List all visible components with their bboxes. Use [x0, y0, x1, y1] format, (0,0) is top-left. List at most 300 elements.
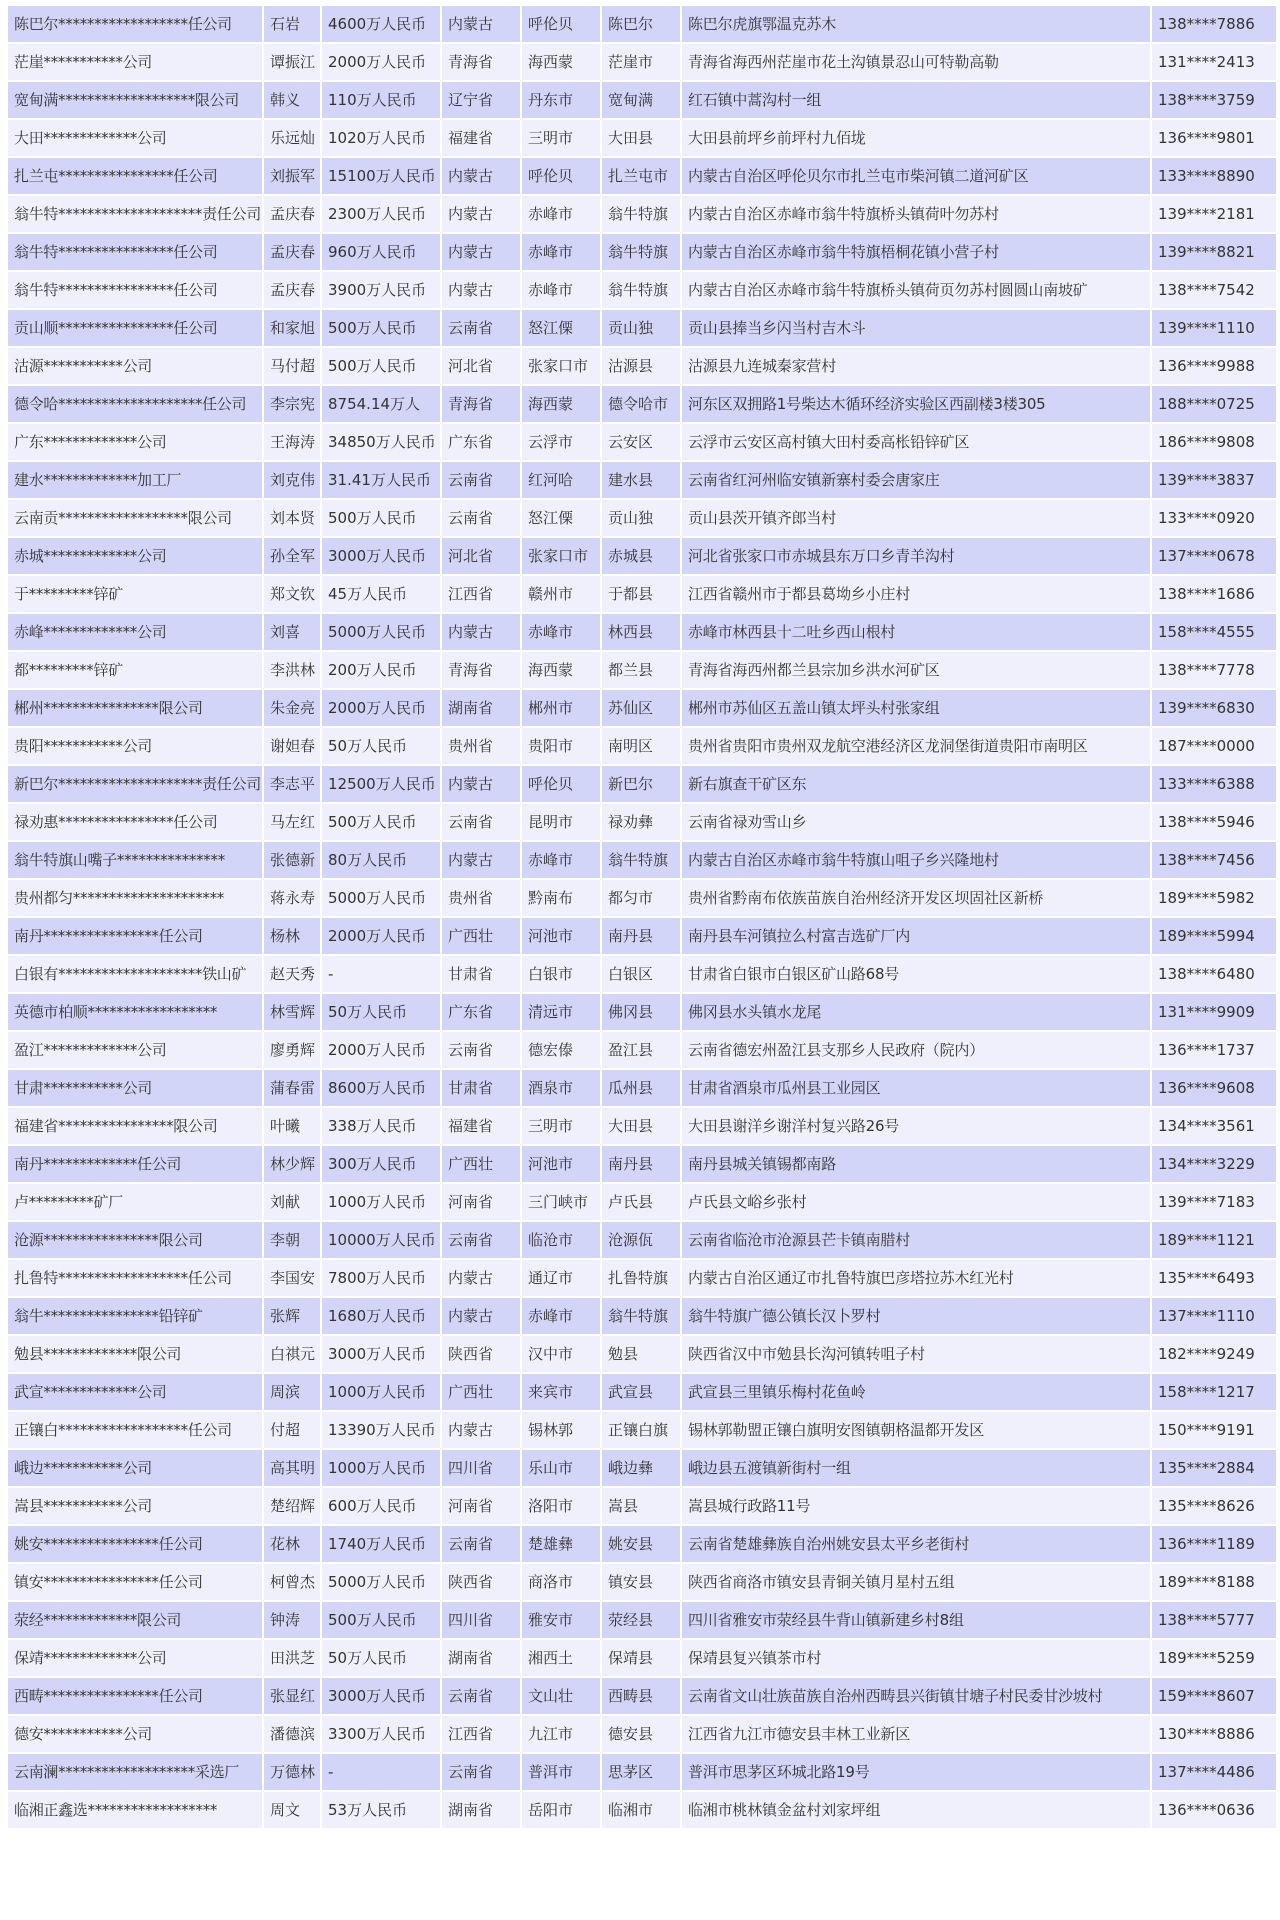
city-cell: 赤峰市 — [522, 272, 600, 308]
address-cell: 云南省红河州临安镇新寨村委会唐家庄 — [682, 462, 1150, 498]
registered-capital-cell: 80万人民币 — [322, 842, 440, 878]
county-cell: 嵩县 — [602, 1488, 680, 1524]
county-cell: 茫崖市 — [602, 44, 680, 80]
legal-person-cell: 花林 — [264, 1526, 320, 1562]
table-row — [8, 1032, 1276, 1068]
address-cell: 武宣县三里镇乐梅村花鱼岭 — [682, 1374, 1150, 1410]
company-name-cell: 陈巴尔******************任公司 — [8, 6, 262, 42]
province-cell: 广西壮 — [442, 918, 520, 954]
phone-cell: 133****6388 — [1152, 766, 1276, 802]
table-row — [8, 82, 1276, 118]
legal-person-cell: 孙全军 — [264, 538, 320, 574]
legal-person-cell: 李国安 — [264, 1260, 320, 1296]
city-cell: 呼伦贝 — [522, 158, 600, 194]
registered-capital-cell: 3000万人民币 — [322, 1336, 440, 1372]
legal-person-cell: 孟庆春 — [264, 196, 320, 232]
registered-capital-cell: 960万人民币 — [322, 234, 440, 270]
county-cell: 翁牛特旗 — [602, 234, 680, 270]
county-cell: 赤城县 — [602, 538, 680, 574]
county-cell: 翁牛特旗 — [602, 196, 680, 232]
table-row — [8, 348, 1276, 384]
county-cell: 宽甸满 — [602, 82, 680, 118]
address-cell: 内蒙古自治区赤峰市翁牛特旗桥头镇荷页勿苏村圆圆山南坡矿 — [682, 272, 1150, 308]
table-row — [8, 1716, 1276, 1752]
registered-capital-cell: 500万人民币 — [322, 1602, 440, 1638]
phone-cell: 158****1217 — [1152, 1374, 1276, 1410]
province-cell: 福建省 — [442, 1108, 520, 1144]
legal-person-cell: 林少辉 — [264, 1146, 320, 1182]
table-row — [8, 1070, 1276, 1106]
city-cell: 贵阳市 — [522, 728, 600, 764]
legal-person-cell: 王海涛 — [264, 424, 320, 460]
company-name-cell: 扎鲁特******************任公司 — [8, 1260, 262, 1296]
city-cell: 赤峰市 — [522, 196, 600, 232]
city-cell: 白银市 — [522, 956, 600, 992]
address-cell: 青海省海西州都兰县宗加乡洪水河矿区 — [682, 652, 1150, 688]
legal-person-cell: 刘克伟 — [264, 462, 320, 498]
phone-cell: 138****7542 — [1152, 272, 1276, 308]
registered-capital-cell: 4600万人民币 — [322, 6, 440, 42]
company-name-cell: 西畴****************任公司 — [8, 1678, 262, 1714]
legal-person-cell: 刘本贤 — [264, 500, 320, 536]
province-cell: 云南省 — [442, 462, 520, 498]
address-cell: 甘肃省白银市白银区矿山路68号 — [682, 956, 1150, 992]
address-cell: 郴州市苏仙区五盖山镇太坪头村张家组 — [682, 690, 1150, 726]
table-row — [8, 196, 1276, 232]
registered-capital-cell: 50万人民币 — [322, 728, 440, 764]
address-cell: 大田县谢洋乡谢洋村复兴路26号 — [682, 1108, 1150, 1144]
legal-person-cell: 李朝 — [264, 1222, 320, 1258]
province-cell: 广东省 — [442, 424, 520, 460]
address-cell: 赤峰市林西县十二吐乡西山根村 — [682, 614, 1150, 650]
registered-capital-cell: 13390万人民币 — [322, 1412, 440, 1448]
city-cell: 酒泉市 — [522, 1070, 600, 1106]
legal-person-cell: 林雪辉 — [264, 994, 320, 1030]
address-cell: 云南省临沧市沧源县芒卡镇南腊村 — [682, 1222, 1150, 1258]
county-cell: 翁牛特旗 — [602, 272, 680, 308]
table-row — [8, 1488, 1276, 1524]
province-cell: 湖南省 — [442, 1792, 520, 1828]
registered-capital-cell: 15100万人民币 — [322, 158, 440, 194]
province-cell: 陕西省 — [442, 1336, 520, 1372]
city-cell: 赤峰市 — [522, 1298, 600, 1334]
table-row — [8, 310, 1276, 346]
province-cell: 贵州省 — [442, 728, 520, 764]
county-cell: 都匀市 — [602, 880, 680, 916]
county-cell: 沧源佤 — [602, 1222, 680, 1258]
registered-capital-cell: 1020万人民币 — [322, 120, 440, 156]
county-cell: 南明区 — [602, 728, 680, 764]
city-cell: 河池市 — [522, 918, 600, 954]
city-cell: 丹东市 — [522, 82, 600, 118]
registered-capital-cell: - — [322, 1754, 440, 1790]
county-cell: 苏仙区 — [602, 690, 680, 726]
registered-capital-cell: 50万人民币 — [322, 1640, 440, 1676]
company-name-cell: 勉县*************限公司 — [8, 1336, 262, 1372]
company-table-container — [6, 4, 1274, 1830]
address-cell: 卢氏县文峪乡张村 — [682, 1184, 1150, 1220]
registered-capital-cell: 110万人民币 — [322, 82, 440, 118]
city-cell: 岳阳市 — [522, 1792, 600, 1828]
province-cell: 河南省 — [442, 1184, 520, 1220]
province-cell: 云南省 — [442, 1032, 520, 1068]
county-cell: 南丹县 — [602, 918, 680, 954]
province-cell: 云南省 — [442, 1754, 520, 1790]
province-cell: 湖南省 — [442, 1640, 520, 1676]
city-cell: 商洛市 — [522, 1564, 600, 1600]
table-body — [8, 6, 1276, 1828]
province-cell: 江西省 — [442, 576, 520, 612]
province-cell: 内蒙古 — [442, 196, 520, 232]
phone-cell: 139****6830 — [1152, 690, 1276, 726]
registered-capital-cell: 34850万人民币 — [322, 424, 440, 460]
legal-person-cell: 付超 — [264, 1412, 320, 1448]
company-name-cell: 禄劝惠****************任公司 — [8, 804, 262, 840]
phone-cell: 182****9249 — [1152, 1336, 1276, 1372]
registered-capital-cell: 3300万人民币 — [322, 1716, 440, 1752]
county-cell: 荥经县 — [602, 1602, 680, 1638]
address-cell: 嵩县城行政路11号 — [682, 1488, 1150, 1524]
company-name-cell: 赤城*************公司 — [8, 538, 262, 574]
county-cell: 沽源县 — [602, 348, 680, 384]
legal-person-cell: 张德新 — [264, 842, 320, 878]
table-row — [8, 1640, 1276, 1676]
registered-capital-cell: 3000万人民币 — [322, 538, 440, 574]
company-name-cell: 甘肃***********公司 — [8, 1070, 262, 1106]
address-cell: 云南省楚雄彝族自治州姚安县太平乡老街村 — [682, 1526, 1150, 1562]
county-cell: 扎兰屯市 — [602, 158, 680, 194]
table-row — [8, 424, 1276, 460]
city-cell: 赤峰市 — [522, 842, 600, 878]
registered-capital-cell: 2000万人民币 — [322, 690, 440, 726]
company-name-cell: 于*********锌矿 — [8, 576, 262, 612]
registered-capital-cell: 31.41万人民币 — [322, 462, 440, 498]
company-name-cell: 贵阳***********公司 — [8, 728, 262, 764]
province-cell: 内蒙古 — [442, 842, 520, 878]
county-cell: 德安县 — [602, 1716, 680, 1752]
registered-capital-cell: 2000万人民币 — [322, 44, 440, 80]
company-name-cell: 德令哈********************任公司 — [8, 386, 262, 422]
city-cell: 张家口市 — [522, 348, 600, 384]
registered-capital-cell: 5000万人民币 — [322, 880, 440, 916]
province-cell: 云南省 — [442, 310, 520, 346]
province-cell: 内蒙古 — [442, 234, 520, 270]
address-cell: 普洱市思茅区环城北路19号 — [682, 1754, 1150, 1790]
county-cell: 思茅区 — [602, 1754, 680, 1790]
city-cell: 乐山市 — [522, 1450, 600, 1486]
address-cell: 内蒙古自治区赤峰市翁牛特旗梧桐花镇小营子村 — [682, 234, 1150, 270]
address-cell: 佛冈县水头镇水龙尾 — [682, 994, 1150, 1030]
address-cell: 陈巴尔虎旗鄂温克苏木 — [682, 6, 1150, 42]
table-row — [8, 1336, 1276, 1372]
legal-person-cell: 朱金亮 — [264, 690, 320, 726]
city-cell: 红河哈 — [522, 462, 600, 498]
company-name-cell: 新巴尔********************责任公司 — [8, 766, 262, 802]
legal-person-cell: 郑文钦 — [264, 576, 320, 612]
legal-person-cell: 万德林 — [264, 1754, 320, 1790]
table-row — [8, 1108, 1276, 1144]
phone-cell: 138****6480 — [1152, 956, 1276, 992]
company-name-cell: 保靖*************公司 — [8, 1640, 262, 1676]
city-cell: 云浮市 — [522, 424, 600, 460]
county-cell: 姚安县 — [602, 1526, 680, 1562]
legal-person-cell: 高其明 — [264, 1450, 320, 1486]
province-cell: 内蒙古 — [442, 1298, 520, 1334]
city-cell: 赤峰市 — [522, 614, 600, 650]
table-row — [8, 1412, 1276, 1448]
legal-person-cell: 柯曾杰 — [264, 1564, 320, 1600]
address-cell: 保靖县复兴镇茶市村 — [682, 1640, 1150, 1676]
phone-cell: 138****5946 — [1152, 804, 1276, 840]
legal-person-cell: 白祺元 — [264, 1336, 320, 1372]
table-row — [8, 1564, 1276, 1600]
county-cell: 大田县 — [602, 120, 680, 156]
phone-cell: 188****0725 — [1152, 386, 1276, 422]
county-cell: 卢氏县 — [602, 1184, 680, 1220]
county-cell: 翁牛特旗 — [602, 1298, 680, 1334]
county-cell: 武宣县 — [602, 1374, 680, 1410]
city-cell: 海西蒙 — [522, 44, 600, 80]
legal-person-cell: 刘献 — [264, 1184, 320, 1220]
address-cell: 内蒙古自治区赤峰市翁牛特旗桥头镇荷叶勿苏村 — [682, 196, 1150, 232]
phone-cell: 136****1189 — [1152, 1526, 1276, 1562]
address-cell: 大田县前坪乡前坪村九佰垅 — [682, 120, 1150, 156]
phone-cell: 139****2181 — [1152, 196, 1276, 232]
phone-cell: 135****6493 — [1152, 1260, 1276, 1296]
table-row — [8, 1450, 1276, 1486]
legal-person-cell: 李志平 — [264, 766, 320, 802]
registered-capital-cell: - — [322, 956, 440, 992]
legal-person-cell: 石岩 — [264, 6, 320, 42]
province-cell: 广东省 — [442, 994, 520, 1030]
company-name-cell: 南丹*************任公司 — [8, 1146, 262, 1182]
company-name-cell: 贵州都匀********************* — [8, 880, 262, 916]
phone-cell: 158****4555 — [1152, 614, 1276, 650]
phone-cell: 189****5982 — [1152, 880, 1276, 916]
county-cell: 西畴县 — [602, 1678, 680, 1714]
phone-cell: 139****7183 — [1152, 1184, 1276, 1220]
company-name-cell: 沧源****************限公司 — [8, 1222, 262, 1258]
address-cell: 云南省禄劝雪山乡 — [682, 804, 1150, 840]
city-cell: 赣州市 — [522, 576, 600, 612]
province-cell: 云南省 — [442, 1526, 520, 1562]
table-row — [8, 120, 1276, 156]
city-cell: 德宏傣 — [522, 1032, 600, 1068]
county-cell: 峨边彝 — [602, 1450, 680, 1486]
legal-person-cell: 谢妲春 — [264, 728, 320, 764]
company-name-cell: 峨边***********公司 — [8, 1450, 262, 1486]
registered-capital-cell: 500万人民币 — [322, 310, 440, 346]
province-cell: 内蒙古 — [442, 614, 520, 650]
table-row — [8, 1526, 1276, 1562]
phone-cell: 139****1110 — [1152, 310, 1276, 346]
registered-capital-cell: 1740万人民币 — [322, 1526, 440, 1562]
address-cell: 贵州省贵阳市贵州双龙航空港经济区龙洞堡街道贵阳市南明区 — [682, 728, 1150, 764]
registered-capital-cell: 600万人民币 — [322, 1488, 440, 1524]
phone-cell: 134****3561 — [1152, 1108, 1276, 1144]
registered-capital-cell: 1680万人民币 — [322, 1298, 440, 1334]
registered-capital-cell: 3000万人民币 — [322, 1678, 440, 1714]
legal-person-cell: 蒋永寿 — [264, 880, 320, 916]
legal-person-cell: 刘振军 — [264, 158, 320, 194]
city-cell: 怒江傈 — [522, 500, 600, 536]
address-cell: 锡林郭勒盟正镶白旗明安图镇朝格温都开发区 — [682, 1412, 1150, 1448]
county-cell: 瓜州县 — [602, 1070, 680, 1106]
table-row — [8, 500, 1276, 536]
table-row — [8, 1792, 1276, 1828]
city-cell: 来宾市 — [522, 1374, 600, 1410]
legal-person-cell: 张辉 — [264, 1298, 320, 1334]
phone-cell: 189****5259 — [1152, 1640, 1276, 1676]
city-cell: 普洱市 — [522, 1754, 600, 1790]
company-name-cell: 荥经*************限公司 — [8, 1602, 262, 1638]
company-table — [6, 4, 1278, 1830]
address-cell: 四川省雅安市荥经县牛背山镇新建乡村8组 — [682, 1602, 1150, 1638]
legal-person-cell: 马付超 — [264, 348, 320, 384]
company-name-cell: 郴州****************限公司 — [8, 690, 262, 726]
province-cell: 河北省 — [442, 538, 520, 574]
province-cell: 广西壮 — [442, 1374, 520, 1410]
registered-capital-cell: 2000万人民币 — [322, 918, 440, 954]
address-cell: 河东区双拥路1号柴达木循环经济实验区西副楼3楼305 — [682, 386, 1150, 422]
city-cell: 清远市 — [522, 994, 600, 1030]
registered-capital-cell: 50万人民币 — [322, 994, 440, 1030]
county-cell: 正镶白旗 — [602, 1412, 680, 1448]
city-cell: 昆明市 — [522, 804, 600, 840]
address-cell: 甘肃省酒泉市瓜州县工业园区 — [682, 1070, 1150, 1106]
county-cell: 禄劝彝 — [602, 804, 680, 840]
phone-cell: 131****2413 — [1152, 44, 1276, 80]
county-cell: 佛冈县 — [602, 994, 680, 1030]
city-cell: 洛阳市 — [522, 1488, 600, 1524]
province-cell: 福建省 — [442, 120, 520, 156]
registered-capital-cell: 500万人民币 — [322, 500, 440, 536]
county-cell: 镇安县 — [602, 1564, 680, 1600]
phone-cell: 136****1737 — [1152, 1032, 1276, 1068]
province-cell: 内蒙古 — [442, 1412, 520, 1448]
registered-capital-cell: 2300万人民币 — [322, 196, 440, 232]
province-cell: 辽宁省 — [442, 82, 520, 118]
registered-capital-cell: 300万人民币 — [322, 1146, 440, 1182]
city-cell: 通辽市 — [522, 1260, 600, 1296]
registered-capital-cell: 53万人民币 — [322, 1792, 440, 1828]
table-row — [8, 804, 1276, 840]
table-row — [8, 728, 1276, 764]
county-cell: 扎鲁特旗 — [602, 1260, 680, 1296]
city-cell: 临沧市 — [522, 1222, 600, 1258]
province-cell: 云南省 — [442, 1222, 520, 1258]
phone-cell: 134****3229 — [1152, 1146, 1276, 1182]
city-cell: 三明市 — [522, 120, 600, 156]
legal-person-cell: 韩义 — [264, 82, 320, 118]
phone-cell: 139****8821 — [1152, 234, 1276, 270]
phone-cell: 138****7456 — [1152, 842, 1276, 878]
county-cell: 翁牛特旗 — [602, 842, 680, 878]
address-cell: 翁牛特旗广德公镇长汉卜罗村 — [682, 1298, 1150, 1334]
address-cell: 红石镇中蒿沟村一组 — [682, 82, 1150, 118]
city-cell: 张家口市 — [522, 538, 600, 574]
company-name-cell: 武宣*************公司 — [8, 1374, 262, 1410]
phone-cell: 138****5777 — [1152, 1602, 1276, 1638]
county-cell: 陈巴尔 — [602, 6, 680, 42]
company-name-cell: 宽甸满*******************限公司 — [8, 82, 262, 118]
address-cell: 临湘市桃林镇金盆村刘家坪组 — [682, 1792, 1150, 1828]
company-name-cell: 临湘正鑫选****************** — [8, 1792, 262, 1828]
company-name-cell: 翁牛****************铅锌矿 — [8, 1298, 262, 1334]
county-cell: 林西县 — [602, 614, 680, 650]
company-name-cell: 沽源***********公司 — [8, 348, 262, 384]
city-cell: 黔南布 — [522, 880, 600, 916]
province-cell: 甘肃省 — [442, 956, 520, 992]
address-cell: 南丹县城关镇锡都南路 — [682, 1146, 1150, 1182]
address-cell: 江西省赣州市于都县葛坳乡小庄村 — [682, 576, 1150, 612]
province-cell: 内蒙古 — [442, 158, 520, 194]
company-name-cell: 贡山顺****************任公司 — [8, 310, 262, 346]
county-cell: 白银区 — [602, 956, 680, 992]
registered-capital-cell: 3900万人民币 — [322, 272, 440, 308]
registered-capital-cell: 2000万人民币 — [322, 1032, 440, 1068]
city-cell: 湘西土 — [522, 1640, 600, 1676]
company-name-cell: 白银有********************铁山矿 — [8, 956, 262, 992]
registered-capital-cell: 12500万人民币 — [322, 766, 440, 802]
phone-cell: 189****1121 — [1152, 1222, 1276, 1258]
county-cell: 都兰县 — [602, 652, 680, 688]
province-cell: 内蒙古 — [442, 766, 520, 802]
legal-person-cell: 钟涛 — [264, 1602, 320, 1638]
company-name-cell: 茫崖***********公司 — [8, 44, 262, 80]
address-cell: 沽源县九连城秦家营村 — [682, 348, 1150, 384]
legal-person-cell: 廖勇辉 — [264, 1032, 320, 1068]
company-name-cell: 翁牛特****************任公司 — [8, 272, 262, 308]
legal-person-cell: 孟庆春 — [264, 272, 320, 308]
address-cell: 南丹县车河镇拉么村富吉选矿厂内 — [682, 918, 1150, 954]
address-cell: 峨边县五渡镇新街村一组 — [682, 1450, 1150, 1486]
phone-cell: 135****2884 — [1152, 1450, 1276, 1486]
phone-cell: 137****0678 — [1152, 538, 1276, 574]
phone-cell: 135****8626 — [1152, 1488, 1276, 1524]
city-cell: 海西蒙 — [522, 652, 600, 688]
city-cell: 楚雄彝 — [522, 1526, 600, 1562]
province-cell: 四川省 — [442, 1602, 520, 1638]
address-cell: 内蒙古自治区赤峰市翁牛特旗山咀子乡兴隆地村 — [682, 842, 1150, 878]
province-cell: 贵州省 — [442, 880, 520, 916]
company-name-cell: 正镶白******************任公司 — [8, 1412, 262, 1448]
legal-person-cell: 谭振江 — [264, 44, 320, 80]
legal-person-cell: 李宗宪 — [264, 386, 320, 422]
province-cell: 云南省 — [442, 804, 520, 840]
table-row — [8, 1184, 1276, 1220]
county-cell: 贡山独 — [602, 310, 680, 346]
province-cell: 河北省 — [442, 348, 520, 384]
table-row — [8, 1754, 1276, 1790]
phone-cell: 187****0000 — [1152, 728, 1276, 764]
city-cell: 九江市 — [522, 1716, 600, 1752]
phone-cell: 136****9988 — [1152, 348, 1276, 384]
registered-capital-cell: 45万人民币 — [322, 576, 440, 612]
legal-person-cell: 刘喜 — [264, 614, 320, 650]
company-name-cell: 广东*************公司 — [8, 424, 262, 460]
county-cell: 于都县 — [602, 576, 680, 612]
legal-person-cell: 蒲春雷 — [264, 1070, 320, 1106]
table-row — [8, 690, 1276, 726]
phone-cell: 133****8890 — [1152, 158, 1276, 194]
county-cell: 盈江县 — [602, 1032, 680, 1068]
table-row — [8, 6, 1276, 42]
registered-capital-cell: 1000万人民币 — [322, 1184, 440, 1220]
address-cell: 陕西省商洛市镇安县青铜关镇月星村五组 — [682, 1564, 1150, 1600]
phone-cell: 189****8188 — [1152, 1564, 1276, 1600]
legal-person-cell: 杨林 — [264, 918, 320, 954]
